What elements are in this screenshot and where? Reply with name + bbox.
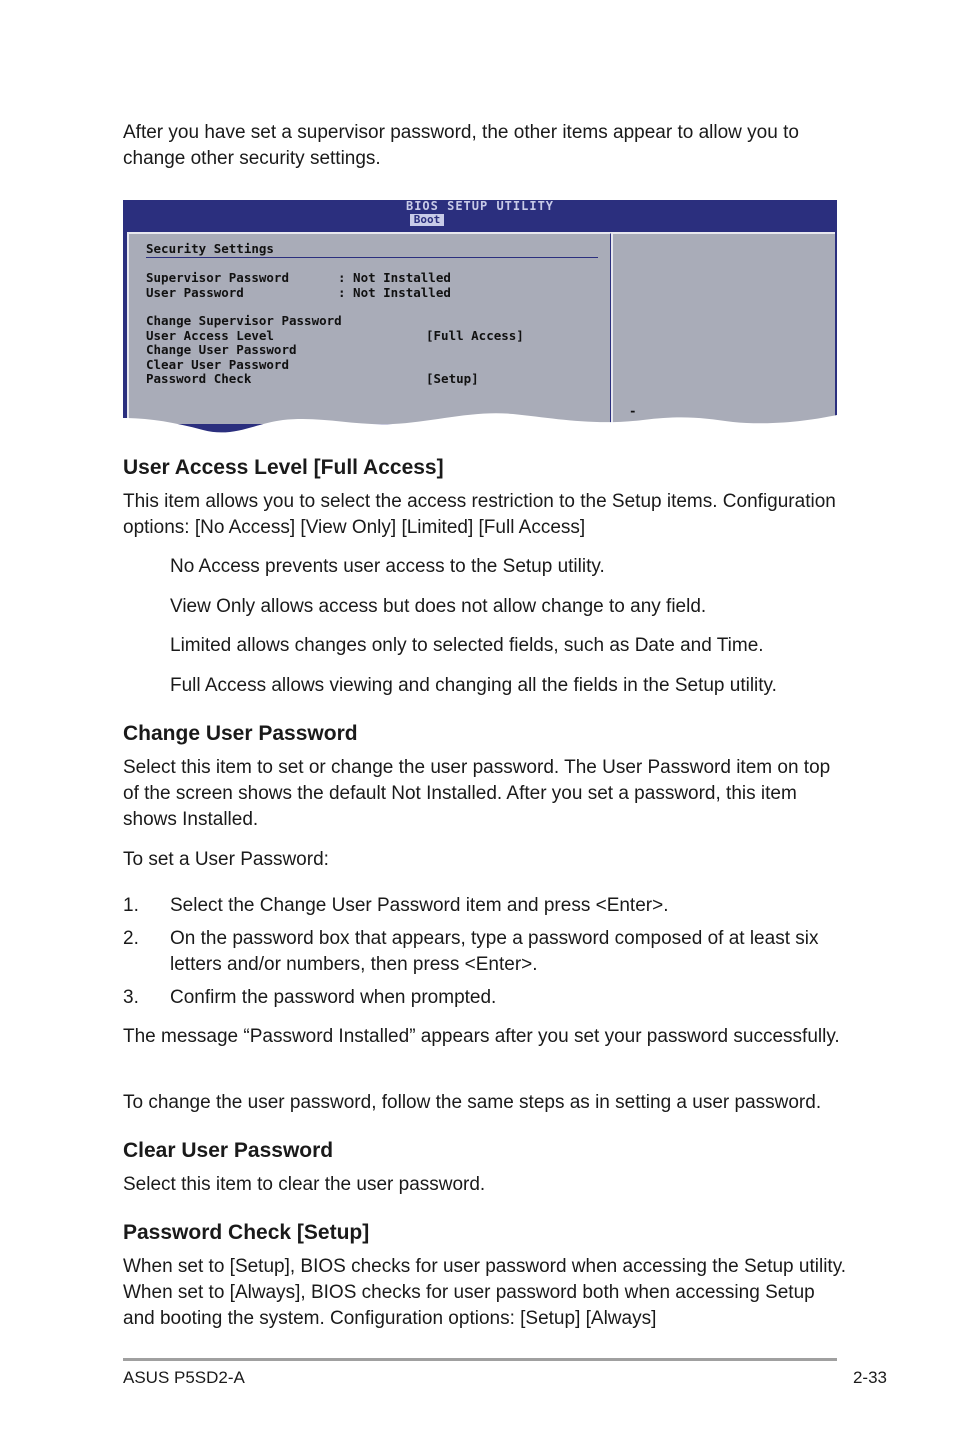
change-password-note: To change the user password, follow the same steps as in setting a user password. xyxy=(123,1092,822,1113)
bios-title: BIOS SETUP UTILITY xyxy=(405,199,555,213)
heading-user-access-level: User Access Level [Full Access] xyxy=(123,456,444,479)
bios-help-panel xyxy=(611,232,835,424)
bios-section-title: Security Settings xyxy=(146,241,274,256)
intro-paragraph: After you have set a supervisor password, the other items appear to allow you to change other security settings. xyxy=(123,122,799,169)
clear-user-body: Select this item to clear the user password. xyxy=(123,1174,486,1195)
footer-product-name: ASUS P5SD2-A xyxy=(123,1368,245,1387)
footer-page-number: 2-33 xyxy=(852,1368,887,1387)
bios-item-user-access-level-value[interactable]: [Full Access] xyxy=(426,327,524,343)
list-item-full-access: Full Access allows viewing and changing all the fields in the Setup utility. xyxy=(170,675,777,696)
step-number-1: 1. xyxy=(123,895,139,916)
password-check-body: When set to [Setup], BIOS checks for user password when accessing the Setup utility. When set to [Always], BIOS checks for user password both when accessing Setup and booting the system. Configuration options: [Setup] [Always] xyxy=(123,1256,847,1329)
bios-settings-panel xyxy=(127,232,612,424)
bios-row-user-label: User Password xyxy=(146,284,244,300)
change-user-lead: To set a User Password: xyxy=(123,849,329,870)
torn-edge-graphic xyxy=(123,400,837,445)
bios-item-password-check[interactable]: Password Check xyxy=(146,371,252,386)
user-access-body: This item allows you to select the access restriction to the Setup items. Configuration options: [No Access] [View Only] [Limited] [Full Access] xyxy=(123,491,836,538)
step-text-1: Select the Change User Password item and press <Enter>. xyxy=(170,895,669,916)
bios-row-supervisor-label: Supervisor Password xyxy=(146,270,289,285)
list-item-view-only: View Only allows access but does not allow change to any field. xyxy=(170,596,707,617)
password-installed-message: The message “Password Installed” appears after you set your password successfully. xyxy=(123,1026,840,1047)
bios-item-clear-user-password[interactable]: Clear User Password xyxy=(146,356,289,372)
bios-help-mark: - xyxy=(629,403,637,418)
bios-screenshot xyxy=(123,200,837,445)
bios-tab-boot: Boot xyxy=(410,214,444,226)
bios-item-change-user-password[interactable]: Change User Password xyxy=(146,342,297,357)
list-item-no-access: No Access prevents user access to the Setup utility. xyxy=(170,556,605,577)
heading-clear-user-password: Clear User Password xyxy=(123,1139,334,1162)
bios-item-change-supervisor[interactable]: Change Supervisor Password xyxy=(146,313,342,328)
footer-divider xyxy=(123,1358,837,1361)
bios-item-user-access-level[interactable]: User Access Level xyxy=(146,327,274,343)
step-text-3: Confirm the password when prompted. xyxy=(170,987,497,1008)
step-number-3: 3. xyxy=(123,987,139,1008)
heading-password-check: Password Check [Setup] xyxy=(123,1221,370,1244)
step-text-2: On the password box that appears, type a password composed of at least six letters and/or numbers, then press <Enter>. xyxy=(170,928,819,975)
heading-change-user-password: Change User Password xyxy=(123,722,358,745)
bios-row-user-value: : Not Installed xyxy=(338,284,451,300)
step-number-2: 2. xyxy=(123,928,139,949)
bios-title-bar xyxy=(123,200,837,227)
bios-section-divider xyxy=(146,257,598,258)
bios-item-password-check-value[interactable]: [Setup] xyxy=(426,371,479,386)
change-user-body: Select this item to set or change the user password. The User Password item on top of the screen shows the default Not Installed. After you set a password, this item shows Installed. xyxy=(123,757,831,830)
list-item-limited: Limited allows changes only to selected fields, such as Date and Time. xyxy=(170,635,764,656)
bios-row-supervisor-value: : Not Installed xyxy=(338,270,451,285)
